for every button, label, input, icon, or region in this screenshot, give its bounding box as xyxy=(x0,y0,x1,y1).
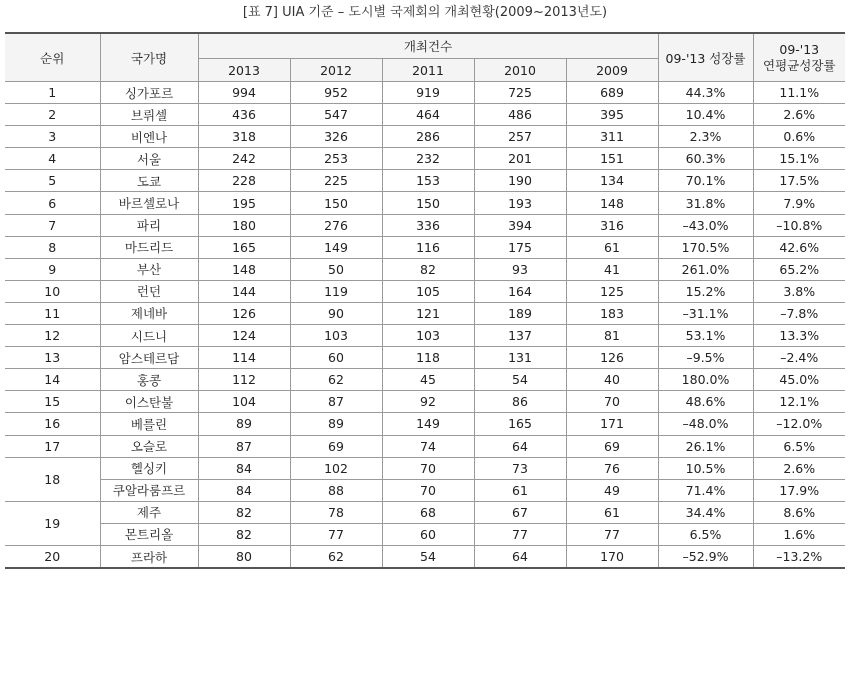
growth-cell: 15.2% xyxy=(658,280,753,302)
count-cell: 131 xyxy=(474,347,566,369)
count-cell: 195 xyxy=(198,192,290,214)
growth-cell: –48.0% xyxy=(658,413,753,435)
table-row xyxy=(5,479,845,501)
count-cell: 193 xyxy=(474,192,566,214)
rank-cell: 18 xyxy=(5,457,100,501)
count-cell: 64 xyxy=(474,545,566,568)
count-cell: 919 xyxy=(382,82,474,104)
count-cell: 149 xyxy=(290,236,382,258)
count-cell: 86 xyxy=(474,391,566,413)
count-cell: 164 xyxy=(474,280,566,302)
table-row xyxy=(5,369,845,391)
table-body xyxy=(5,82,845,569)
count-cell: 137 xyxy=(474,325,566,347)
table-row xyxy=(5,126,845,148)
count-group-header: 개최건수 xyxy=(198,33,658,59)
city-cell: 싱가포르 xyxy=(100,82,198,104)
count-cell: 486 xyxy=(474,104,566,126)
city-cell: 오슬로 xyxy=(100,435,198,457)
count-cell: 89 xyxy=(198,413,290,435)
count-cell: 112 xyxy=(198,369,290,391)
growth-cell: 26.1% xyxy=(658,435,753,457)
growth-cell: 60.3% xyxy=(658,148,753,170)
growth-cell: –43.0% xyxy=(658,214,753,236)
city-cell: 베를린 xyxy=(100,413,198,435)
city-cell: 암스테르담 xyxy=(100,347,198,369)
count-cell: 276 xyxy=(290,214,382,236)
table-row xyxy=(5,170,845,192)
count-cell: 121 xyxy=(382,302,474,324)
rank-cell: 9 xyxy=(5,258,100,280)
count-cell: 78 xyxy=(290,501,382,523)
count-cell: 76 xyxy=(566,457,658,479)
city-cell: 시드니 xyxy=(100,325,198,347)
growth-cell: 53.1% xyxy=(658,325,753,347)
count-cell: 62 xyxy=(290,369,382,391)
count-cell: 725 xyxy=(474,82,566,104)
annual-growth-cell: –2.4% xyxy=(753,347,845,369)
rank-cell: 19 xyxy=(5,501,100,545)
count-cell: 68 xyxy=(382,501,474,523)
count-cell: 150 xyxy=(290,192,382,214)
rank-cell: 13 xyxy=(5,347,100,369)
count-cell: 54 xyxy=(382,545,474,568)
annual-growth-cell: 1.6% xyxy=(753,523,845,545)
annual-growth-header-line1: 09-'13 xyxy=(779,41,820,57)
count-cell: 242 xyxy=(198,148,290,170)
count-cell: 153 xyxy=(382,170,474,192)
count-cell: 61 xyxy=(566,501,658,523)
count-cell: 67 xyxy=(474,501,566,523)
count-cell: 74 xyxy=(382,435,474,457)
count-cell: 689 xyxy=(566,82,658,104)
annual-growth-cell: 13.3% xyxy=(753,325,845,347)
annual-growth-cell: 42.6% xyxy=(753,236,845,258)
table-row xyxy=(5,501,845,523)
count-cell: 149 xyxy=(382,413,474,435)
annual-growth-cell: –7.8% xyxy=(753,302,845,324)
count-cell: 126 xyxy=(198,302,290,324)
rank-cell: 12 xyxy=(5,325,100,347)
annual-growth-cell: 0.6% xyxy=(753,126,845,148)
city-cell: 런던 xyxy=(100,280,198,302)
conference-stats-table xyxy=(5,32,845,569)
growth-cell: 70.1% xyxy=(658,170,753,192)
annual-growth-cell: 6.5% xyxy=(753,435,845,457)
count-cell: 126 xyxy=(566,347,658,369)
growth-cell: 6.5% xyxy=(658,523,753,545)
count-cell: 124 xyxy=(198,325,290,347)
header-row xyxy=(5,33,845,59)
growth-cell: 48.6% xyxy=(658,391,753,413)
annual-growth-cell: 2.6% xyxy=(753,104,845,126)
count-cell: 45 xyxy=(382,369,474,391)
count-cell: 69 xyxy=(290,435,382,457)
growth-cell: 31.8% xyxy=(658,192,753,214)
count-cell: 225 xyxy=(290,170,382,192)
table-row xyxy=(5,280,845,302)
city-cell: 비엔나 xyxy=(100,126,198,148)
count-cell: 464 xyxy=(382,104,474,126)
count-cell: 103 xyxy=(290,325,382,347)
count-cell: 102 xyxy=(290,457,382,479)
count-cell: 93 xyxy=(474,258,566,280)
city-cell: 제주 xyxy=(100,501,198,523)
count-cell: 189 xyxy=(474,302,566,324)
city-cell: 제네바 xyxy=(100,302,198,324)
count-cell: 336 xyxy=(382,214,474,236)
table-row xyxy=(5,104,845,126)
rank-cell: 1 xyxy=(5,82,100,104)
table-row xyxy=(5,82,845,104)
count-cell: 41 xyxy=(566,258,658,280)
annual-growth-cell: 2.6% xyxy=(753,457,845,479)
table-row xyxy=(5,391,845,413)
count-cell: 326 xyxy=(290,126,382,148)
count-cell: 84 xyxy=(198,479,290,501)
year-header: 2013 xyxy=(198,59,290,82)
table-caption: [표 7] UIA 기준 – 도시별 국제회의 개최현황(2009~2013년도) xyxy=(242,5,608,20)
count-cell: 62 xyxy=(290,545,382,568)
count-cell: 40 xyxy=(566,369,658,391)
rank-cell: 7 xyxy=(5,214,100,236)
city-cell: 이스탄불 xyxy=(100,391,198,413)
city-cell: 부산 xyxy=(100,258,198,280)
count-cell: 89 xyxy=(290,413,382,435)
city-cell: 서울 xyxy=(100,148,198,170)
city-cell: 브뤼셀 xyxy=(100,104,198,126)
annual-growth-cell: 15.1% xyxy=(753,148,845,170)
count-cell: 318 xyxy=(198,126,290,148)
growth-cell: –31.1% xyxy=(658,302,753,324)
count-cell: 70 xyxy=(382,457,474,479)
rank-header: 순위 xyxy=(5,33,100,82)
count-cell: 183 xyxy=(566,302,658,324)
count-cell: 171 xyxy=(566,413,658,435)
table-row xyxy=(5,413,845,435)
rank-cell: 10 xyxy=(5,280,100,302)
table-row xyxy=(5,325,845,347)
growth-cell: 44.3% xyxy=(658,82,753,104)
count-cell: 394 xyxy=(474,214,566,236)
rank-cell: 3 xyxy=(5,126,100,148)
city-cell: 쿠알라룸프르 xyxy=(100,479,198,501)
rank-cell: 17 xyxy=(5,435,100,457)
annual-growth-cell: 17.9% xyxy=(753,479,845,501)
growth-cell: 2.3% xyxy=(658,126,753,148)
rank-cell: 16 xyxy=(5,413,100,435)
count-cell: 150 xyxy=(382,192,474,214)
count-cell: 165 xyxy=(198,236,290,258)
annual-growth-cell: 17.5% xyxy=(753,170,845,192)
count-cell: 84 xyxy=(198,457,290,479)
count-cell: 105 xyxy=(382,280,474,302)
count-cell: 170 xyxy=(566,545,658,568)
count-cell: 103 xyxy=(382,325,474,347)
count-cell: 144 xyxy=(198,280,290,302)
table-row xyxy=(5,347,845,369)
year-header: 2009 xyxy=(566,59,658,82)
count-cell: 436 xyxy=(198,104,290,126)
rank-cell: 14 xyxy=(5,369,100,391)
growth-cell: 261.0% xyxy=(658,258,753,280)
count-cell: 232 xyxy=(382,148,474,170)
table-row xyxy=(5,214,845,236)
growth-cell: 10.4% xyxy=(658,104,753,126)
count-cell: 82 xyxy=(198,501,290,523)
growth-cell: 180.0% xyxy=(658,369,753,391)
table-row xyxy=(5,258,845,280)
annual-growth-header xyxy=(753,33,845,82)
count-cell: 180 xyxy=(198,214,290,236)
year-header: 2012 xyxy=(290,59,382,82)
growth-header: 09-'13 성장률 xyxy=(658,33,753,82)
growth-cell: 34.4% xyxy=(658,501,753,523)
city-cell: 파리 xyxy=(100,214,198,236)
rank-cell: 4 xyxy=(5,148,100,170)
count-cell: 165 xyxy=(474,413,566,435)
city-header: 국가명 xyxy=(100,33,198,82)
annual-growth-cell: 45.0% xyxy=(753,369,845,391)
count-cell: 54 xyxy=(474,369,566,391)
table-row xyxy=(5,192,845,214)
count-cell: 64 xyxy=(474,435,566,457)
count-cell: 69 xyxy=(566,435,658,457)
count-cell: 547 xyxy=(290,104,382,126)
count-cell: 114 xyxy=(198,347,290,369)
city-cell: 헬싱키 xyxy=(100,457,198,479)
annual-growth-cell: 65.2% xyxy=(753,258,845,280)
table-row xyxy=(5,435,845,457)
count-cell: 60 xyxy=(382,523,474,545)
count-cell: 190 xyxy=(474,170,566,192)
count-cell: 61 xyxy=(566,236,658,258)
count-cell: 286 xyxy=(382,126,474,148)
count-cell: 73 xyxy=(474,457,566,479)
count-cell: 77 xyxy=(474,523,566,545)
rank-cell: 8 xyxy=(5,236,100,258)
growth-cell: –52.9% xyxy=(658,545,753,568)
count-cell: 88 xyxy=(290,479,382,501)
count-cell: 82 xyxy=(382,258,474,280)
growth-cell: 170.5% xyxy=(658,236,753,258)
growth-cell: 10.5% xyxy=(658,457,753,479)
count-cell: 118 xyxy=(382,347,474,369)
count-cell: 201 xyxy=(474,148,566,170)
count-cell: 994 xyxy=(198,82,290,104)
count-cell: 90 xyxy=(290,302,382,324)
count-cell: 257 xyxy=(474,126,566,148)
rank-cell: 11 xyxy=(5,302,100,324)
rank-cell: 6 xyxy=(5,192,100,214)
count-cell: 175 xyxy=(474,236,566,258)
count-cell: 104 xyxy=(198,391,290,413)
rank-cell: 2 xyxy=(5,104,100,126)
table-row xyxy=(5,148,845,170)
table-row xyxy=(5,302,845,324)
count-cell: 116 xyxy=(382,236,474,258)
year-header: 2011 xyxy=(382,59,474,82)
rank-cell: 15 xyxy=(5,391,100,413)
count-cell: 952 xyxy=(290,82,382,104)
count-cell: 87 xyxy=(198,435,290,457)
count-cell: 81 xyxy=(566,325,658,347)
count-cell: 311 xyxy=(566,126,658,148)
annual-growth-cell: –13.2% xyxy=(753,545,845,568)
growth-cell: 71.4% xyxy=(658,479,753,501)
count-cell: 60 xyxy=(290,347,382,369)
annual-growth-cell: 3.8% xyxy=(753,280,845,302)
table-row xyxy=(5,457,845,479)
city-cell: 홍콩 xyxy=(100,369,198,391)
count-cell: 92 xyxy=(382,391,474,413)
annual-growth-cell: 12.1% xyxy=(753,391,845,413)
count-cell: 119 xyxy=(290,280,382,302)
count-cell: 228 xyxy=(198,170,290,192)
annual-growth-cell: 8.6% xyxy=(753,501,845,523)
count-cell: 70 xyxy=(566,391,658,413)
count-cell: 253 xyxy=(290,148,382,170)
count-cell: 151 xyxy=(566,148,658,170)
city-cell: 프라하 xyxy=(100,545,198,568)
count-cell: 50 xyxy=(290,258,382,280)
count-cell: 61 xyxy=(474,479,566,501)
annual-growth-cell: –10.8% xyxy=(753,214,845,236)
count-cell: 125 xyxy=(566,280,658,302)
count-cell: 49 xyxy=(566,479,658,501)
count-cell: 148 xyxy=(566,192,658,214)
count-cell: 77 xyxy=(290,523,382,545)
table-row xyxy=(5,236,845,258)
count-cell: 87 xyxy=(290,391,382,413)
table-row xyxy=(5,523,845,545)
count-cell: 134 xyxy=(566,170,658,192)
count-cell: 77 xyxy=(566,523,658,545)
count-cell: 70 xyxy=(382,479,474,501)
annual-growth-cell: –12.0% xyxy=(753,413,845,435)
rank-cell: 5 xyxy=(5,170,100,192)
count-cell: 148 xyxy=(198,258,290,280)
city-cell: 도쿄 xyxy=(100,170,198,192)
annual-growth-cell: 11.1% xyxy=(753,82,845,104)
year-header: 2010 xyxy=(474,59,566,82)
count-cell: 395 xyxy=(566,104,658,126)
count-cell: 80 xyxy=(198,545,290,568)
city-cell: 바르셀로나 xyxy=(100,192,198,214)
table-row xyxy=(5,545,845,568)
annual-growth-header-line2: 연평균성장률 xyxy=(763,57,836,73)
count-cell: 316 xyxy=(566,214,658,236)
city-cell: 몬트리올 xyxy=(100,523,198,545)
annual-growth-cell: 7.9% xyxy=(753,192,845,214)
city-cell: 마드리드 xyxy=(100,236,198,258)
count-cell: 82 xyxy=(198,523,290,545)
rank-cell: 20 xyxy=(5,545,100,568)
growth-cell: –9.5% xyxy=(658,347,753,369)
